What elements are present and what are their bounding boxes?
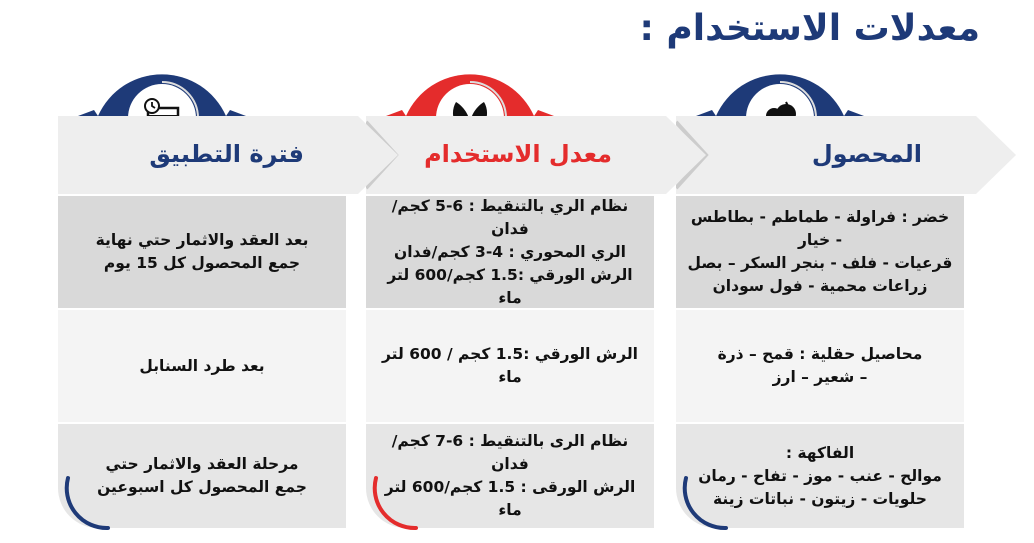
table-cell: محاصيل حقلية : قمح – ذرة – شعير – ارز — [676, 310, 964, 422]
table-cell: الرش الورقي :1.5 كجم / 600 لتر ماء — [366, 310, 654, 422]
header-label: معدل الاستخدام — [424, 140, 612, 168]
table-cell: خضر : فراولة - طماطم - بطاطس - خيار قرعيات - فلف - بنجر السكر – بصل زراعات محمية - فول سودان — [676, 196, 964, 308]
header-label: فترة التطبيق — [149, 140, 304, 168]
table-cell: بعد طرد السنابل — [58, 310, 346, 422]
column-application-period — [58, 70, 358, 540]
header-label: المحصول — [811, 140, 922, 168]
table-cell: مرحلة العقد والاثمار حتي جمع المحصول كل اسبوعين — [58, 424, 346, 528]
column-usage-rate — [366, 70, 666, 540]
table-cell: نظام الرى بالتنقيط : 6-7 كجم/ فدان الرش الورقى : 1.5 كجم/600 لتر ماء — [366, 424, 654, 528]
table-cell: الفاكهة : موالح - عنب - موز - تفاح - رمان حلويات - زيتون - نباتات زينة — [676, 424, 964, 528]
table-cell: بعد العقد والاثمار حتي نهاية جمع المحصول كل 15 يوم — [58, 196, 346, 308]
table-cell: نظام الري بالتنقيط : 6-5 كجم/فدان الري المحوري : 4-3 كجم/فدان الرش الورقي :1.5 كجم/600 لتر ماء — [366, 196, 654, 308]
column-crop — [676, 70, 976, 540]
page-title: معدلات الاستخدام : — [639, 8, 980, 49]
